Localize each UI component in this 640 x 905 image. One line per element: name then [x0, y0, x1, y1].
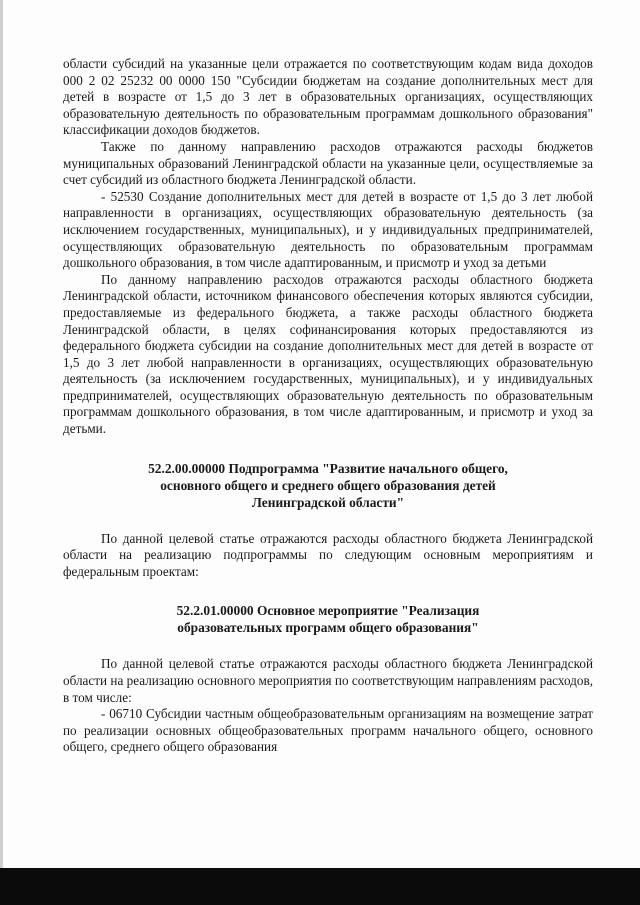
heading-subprogram-line-1: 52.2.00.00000 Подпрограмма "Развитие начального общего, — [148, 460, 508, 476]
paragraph-06710: - 06710 Субсидии частным общеобразовательным организациям на возмещение затрат по реализации основных общеобразовательных программ начального общего, основного общего, среднего общего образования — [63, 706, 593, 755]
paragraph-federal-subsidies: По данному направлению расходов отражаются расходы областного бюджета Ленинградской области, источником финансового обеспечения которых являются субсидии, предоставляемые из федерального бюджета, а также расходы областного бюджета Ленинградской области, в целях софинансирования которых предоставляются из федерального бюджета субсидии на создание дополнительных мест для детей в возрасте от 1,5 до 3 лет любой направленности в организациях, осуществляющих образовательную деятельность (за исключением государственных, муниципальных), и у индивидуальных предпринимателей, осуществляющих образовательную деятельность по образовательным программам дошкольного образования, в том числе адаптированным, и присмотр и уход за детьми. — [63, 271, 593, 437]
heading-subprogram-line-2: основного общего и среднего общего образования детей — [160, 477, 496, 493]
heading-subprogram-line-3: Ленинградской области" — [251, 494, 405, 510]
paragraph-52530: - 52530 Создание дополнительных мест для детей в возрасте от 1,5 до 3 лет любой направленности в организациях, осуществляющих образовательную деятельность (за исключением государственных, муниципальных), и у индивидуальных предпринимателей, осуществляющих образовательную деятельность по образовательным программам дошкольного образования, в том числе адаптированным, и присмотр и уход за детьми — [63, 188, 593, 271]
document-body — [63, 56, 593, 756]
paragraph-municipal-expenses: Также по данному направлению расходов отражаются расходы бюджетов муниципальных образований Ленинградской области на указанные цели, осуществляемые за счет субсидий из областного бюджета Ленинградской области. — [63, 138, 593, 188]
paragraph-revenue-codes: области субсидий на указанные цели отражается по соответствующим кодам вида доходов 000 2 02 25232 00 0000 150 "Субсидии бюджетам на создание дополнительных мест для детей в возрасте от 1,5 до 3 лет в образовательных организациях, осуществляющих образовательную деятельность по образовательным программам дошкольного образования" классификации доходов бюджетов. — [63, 56, 593, 138]
scan-bottom-bar — [0, 868, 640, 905]
paragraph-main-activity-expenses: По данной целевой статье отражаются расходы областного бюджета Ленинградской области на реализацию основного мероприятия по соответствующим направлениям расходов, в том числе: — [63, 656, 593, 705]
heading-main-activity-line-1: 52.2.01.00000 Основное мероприятие "Реализация — [176, 603, 480, 619]
scan-edge — [0, 0, 3, 905]
heading-main-activity-line-2: образовательных программ общего образования" — [177, 620, 479, 636]
paragraph-subprogram-expenses: По данной целевой статье отражаются расходы областного бюджета Ленинградской области на реализацию подпрограммы по следующим основным мероприятиям и федеральным проектам: — [63, 530, 593, 579]
